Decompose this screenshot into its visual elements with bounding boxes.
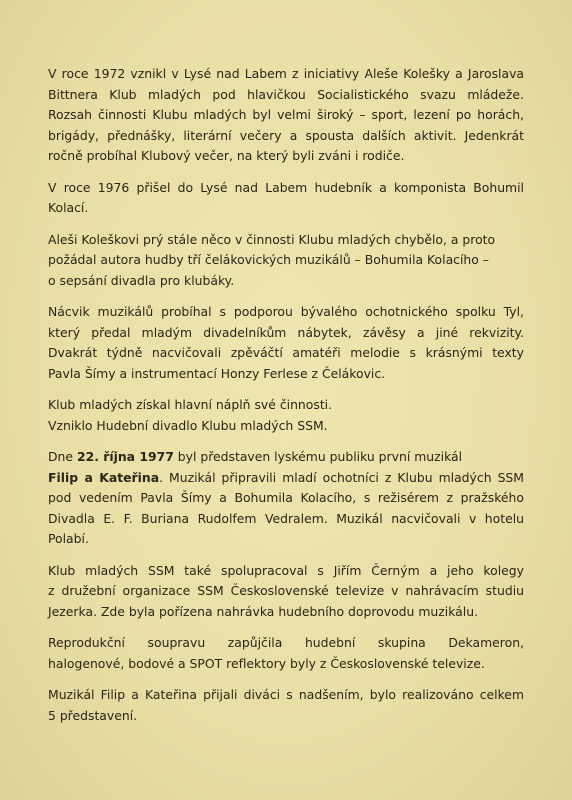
paragraph-tv-collaboration <box>48 561 524 623</box>
text-line: pod vedením Pavla Šímy a Bohumila Kolacího, s režisérem z pražského <box>48 490 524 505</box>
paragraph-club-origins <box>48 64 524 167</box>
text-line: z družební organizace SSM Československé televize v nahrávacím studiu <box>48 583 524 598</box>
text-line: Aleši Koleškovi prý stále něco v činnosti Klubu mladých chybělo, a proto <box>48 231 496 247</box>
paragraph-composer-arrival <box>48 178 524 219</box>
paragraph-rehearsals <box>48 302 524 384</box>
paragraph-premiere <box>48 447 524 550</box>
text-line: Reprodukční soupravu zapůjčila hudební skupina Dekameron, <box>48 635 524 650</box>
text-line: brigády, přednášky, literární večery a spousta dalších aktivit. Jedenkrát <box>48 127 524 143</box>
text-line: V roce 1976 přišel do Lysé nad Labem hudebník a komponista Bohumil <box>48 179 524 195</box>
text-line: Rozsah činnosti Klubu mladých byl velmi široký – sport, lezení po horách, <box>48 107 524 122</box>
paragraph-theatre-request <box>48 230 524 292</box>
premiere-date: 22. října 1977 <box>76 449 174 464</box>
text-line: Muzikál Filip a Kateřina přijali diváci s nadšením, bylo realizováno celkem <box>48 687 524 702</box>
text-line: Klub mladých získal hlavní náplň své činnosti. <box>48 397 333 412</box>
paragraph-equipment <box>48 633 524 674</box>
text-line: V roce 1972 vznikl v Lysé nad Labem z iniciativy Aleše Kolešky a Jaroslava <box>48 66 524 81</box>
text-line: Bittnera Klub mladých pod hlavičkou Socialistického svazu mládeže. <box>48 86 524 102</box>
text-line: Jezerka. Zde byla pořízena nahrávka hudebního doprovodu muzikálu. <box>48 603 478 619</box>
musical-title: Filip a Kateřina <box>48 469 160 485</box>
text-line <box>48 468 524 489</box>
text-line: Pavla Šímy a instrumentací Honzy Ferlese z Čelákovic. <box>48 365 386 381</box>
text-segment: byl představen lyskému publiku první muzikál <box>173 449 463 464</box>
paragraph-music-theatre-founded <box>48 395 524 436</box>
text-line <box>48 447 524 468</box>
text-line: o sepsání divadla pro klubáky. <box>48 272 235 288</box>
text-line: Vzniklo Hudební divadlo Klubu mladých SSM. <box>48 417 328 433</box>
text-line: Divadla E. F. Buriana Rudolfem Vedralem. Muzikál nacvičovali v hotelu <box>48 510 524 526</box>
text-line: Klub mladých SSM také spolupracoval s Jiřím Černým a jeho kolegy <box>48 562 524 578</box>
text-line: Nácvik muzikálů probíhal s podporou bývalého ochotnického spolku Tyl, <box>48 304 524 319</box>
text-line: který předal mladým divadelníkům nábytek, závěsy a jiné rekvizity. <box>48 324 524 340</box>
paragraph-reception <box>48 685 524 726</box>
text-line: ročně probíhal Klubový večer, na který byli zváni i rodiče. <box>48 148 405 163</box>
text-line: 5 představení. <box>48 707 138 723</box>
text-line: Polabí. <box>48 531 89 546</box>
text-segment: . Muzikál připravili mladí ochotníci z Klubu mladých SSM <box>159 469 524 485</box>
text-line: halogenové, bodové a SPOT reflektory byly z Československé televize. <box>48 655 485 671</box>
text-line: Dvakrát týdně nacvičovali zpěváčtí amatéři melodie s krásnými texty <box>48 345 524 360</box>
text-segment: Dne <box>48 449 77 464</box>
text-line: požádal autora hudby tří čelákovických muzikálů – Bohumila Kolacího – <box>48 252 489 267</box>
text-line: Kolací. <box>48 200 89 215</box>
